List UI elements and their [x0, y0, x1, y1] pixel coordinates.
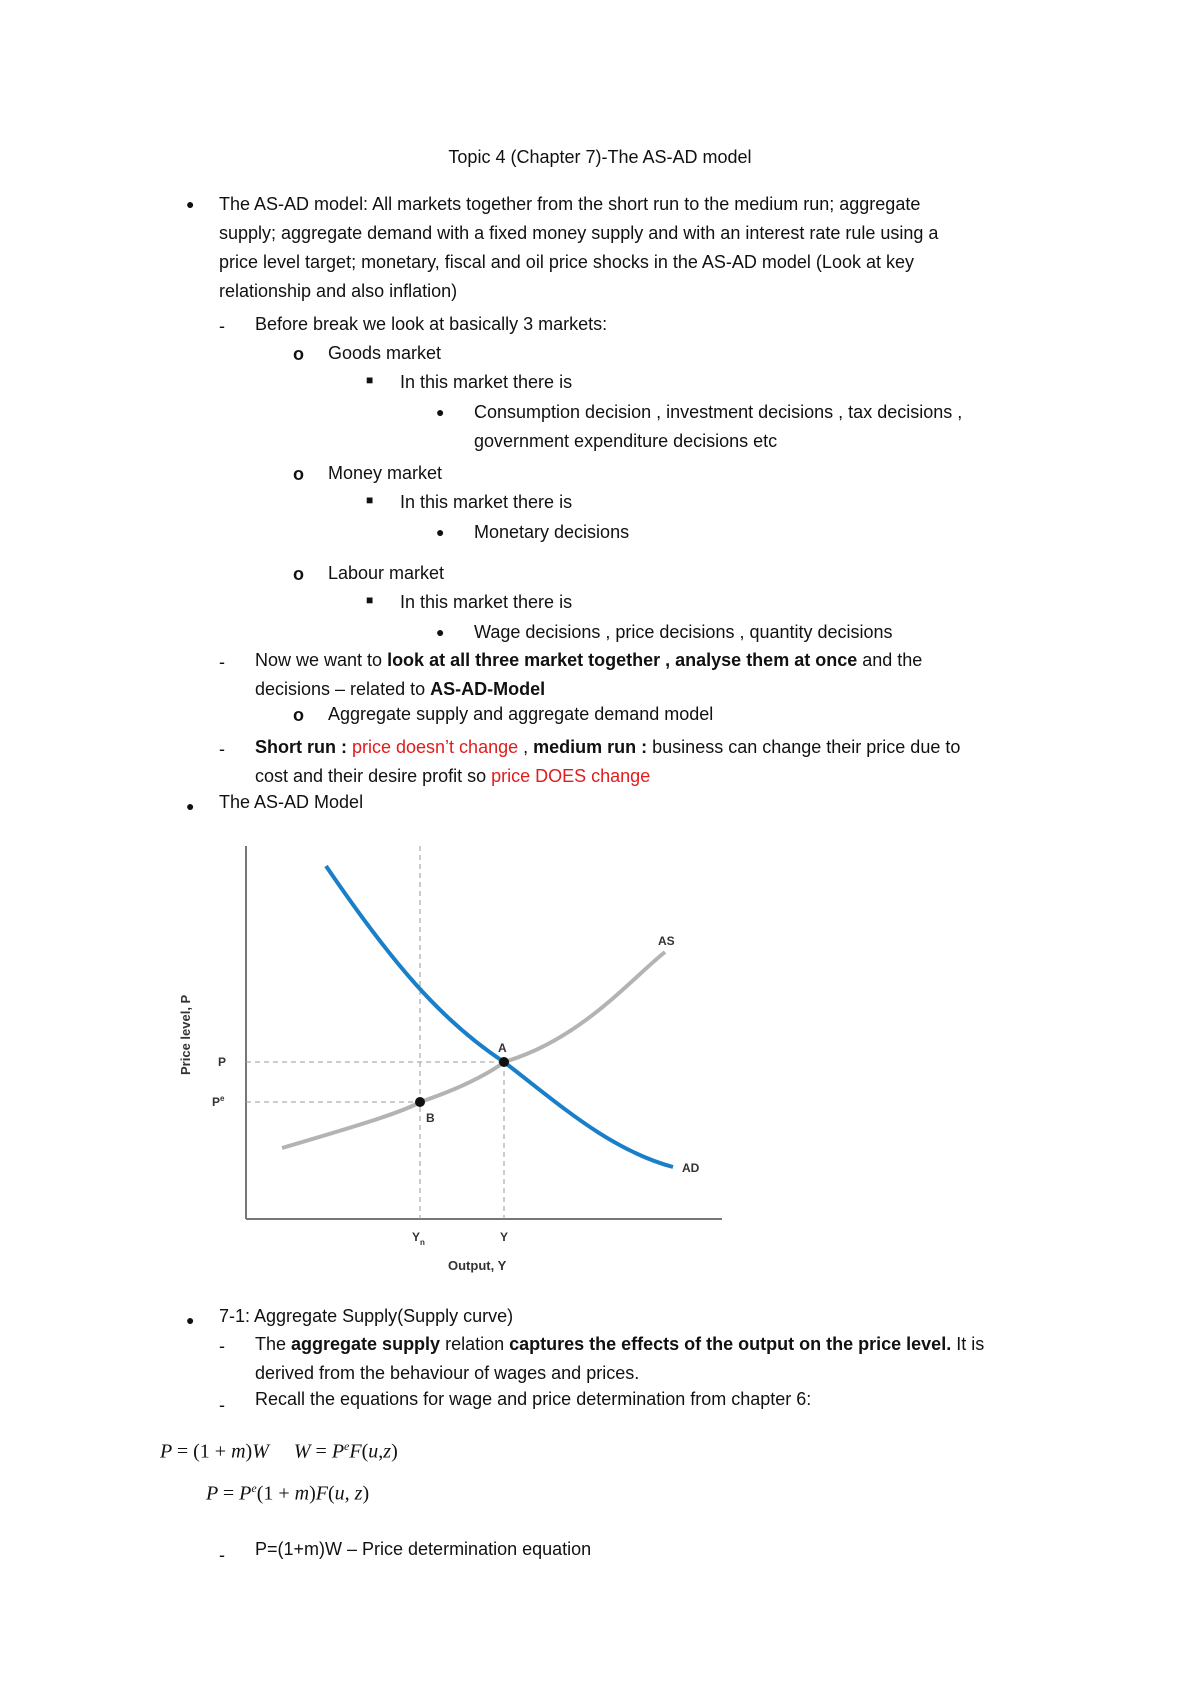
text-run-red: price DOES change — [491, 766, 651, 786]
labour-item: Wage decisions , price decisions , quantity decisions — [474, 622, 893, 642]
money-market-label: Money market — [328, 463, 443, 483]
point-a — [499, 1057, 509, 1067]
square-marker: ■ — [366, 373, 374, 387]
text-run: Now we want to — [255, 650, 388, 670]
bullet-dot: ● — [186, 798, 195, 814]
line: supply; aggregate demand with a fixed money supply and with an interest rate rule using a — [219, 223, 939, 243]
line — [255, 733, 960, 762]
bullet-dot: ● — [436, 624, 445, 640]
text-run-bold: aggregate supply — [291, 1334, 441, 1354]
x-tick-y: Y — [500, 1230, 509, 1244]
x-tick-yn: $Y_n$ — [412, 1230, 425, 1247]
text-run-bold: Short run : — [255, 737, 347, 757]
line: Consumption decision , investment decisions , tax decisions , — [474, 402, 963, 422]
bullet-dot: ● — [186, 196, 195, 212]
o-marker: o — [293, 464, 304, 484]
bullet-text-ad-as-model — [219, 190, 938, 306]
line: relationship and also inflation) — [219, 281, 458, 301]
bullet-dot: ● — [186, 1312, 195, 1328]
dash-text-all-markets — [255, 646, 922, 704]
dash-marker: - — [219, 1336, 225, 1356]
y-tick-p: P — [218, 1055, 227, 1069]
text-run-bold: AS-AD-Model — [430, 679, 546, 699]
bullet-dot: ● — [436, 404, 445, 420]
line — [255, 762, 960, 791]
as-label: AS — [658, 934, 675, 948]
text-run: It is — [951, 1334, 985, 1354]
y-axis-label: Price level, P — [178, 994, 193, 1075]
goods-sub: In this market there is — [400, 372, 573, 392]
text-run: and the — [857, 650, 923, 670]
equation-line-1: P = (1 + m)W $W = P^eF(u,z)$ — [160, 1439, 398, 1463]
text-run: decisions – related to — [255, 679, 431, 699]
as-ad-chart — [160, 830, 730, 1280]
dash-sub-asad: Aggregate supply and aggregate demand model — [328, 704, 714, 724]
bullet-text-model: The AS-AD Model — [219, 792, 364, 812]
ad-label: AD — [682, 1161, 700, 1175]
line: price level target; monetary, fiscal and oil price shocks in the AS-AD model (Look at key — [219, 252, 914, 272]
dash-text-recall: Recall the equations for wage and price determination from chapter 6: — [255, 1389, 812, 1409]
dash-marker: - — [219, 1395, 225, 1415]
point-b — [415, 1097, 425, 1107]
line — [255, 646, 922, 675]
text-run: cost and their desire profit so — [255, 766, 492, 786]
text-run: , — [518, 737, 534, 757]
bullet-dot: ● — [436, 524, 445, 540]
line: derived from the behaviour of wages and prices. — [255, 1363, 640, 1383]
line — [255, 1330, 984, 1359]
text-run-bold: captures the effects of the output on the price level. — [509, 1334, 952, 1354]
o-marker: o — [293, 564, 304, 584]
goods-market-label: Goods market — [328, 343, 442, 363]
line: The AS-AD model: All markets together from the short run to the medium run; aggregate — [219, 194, 921, 214]
text-run-bold: medium run : — [533, 737, 648, 757]
dash-text-as-relation — [255, 1330, 984, 1388]
bullet-text-aggregate-supply: 7-1: Aggregate Supply(Supply curve) — [219, 1306, 514, 1326]
as-curve — [282, 952, 665, 1148]
page-title: Topic 4 (Chapter 7)-The AS-AD model — [448, 147, 752, 167]
dash-text-price-determination: P=(1+m)W – Price determination equation — [255, 1539, 592, 1559]
dash-marker: - — [219, 739, 225, 759]
square-marker: ■ — [366, 593, 374, 607]
labour-sub: In this market there is — [400, 592, 573, 612]
goods-item — [474, 398, 962, 456]
point-a-label: A — [498, 1041, 507, 1055]
line: government expenditure decisions etc — [474, 431, 778, 451]
text-run: The — [255, 1334, 292, 1354]
text-run-red: price doesn’t change — [347, 737, 519, 757]
text-run: relation — [440, 1334, 510, 1354]
line — [255, 675, 922, 704]
square-marker: ■ — [366, 493, 374, 507]
x-axis-label: Output, Y — [448, 1258, 507, 1273]
dash-marker: - — [219, 316, 225, 336]
dash-marker: - — [219, 652, 225, 672]
money-sub: In this market there is — [400, 492, 573, 512]
o-marker: o — [293, 705, 304, 725]
y-tick-pe: $P^e$ — [212, 1094, 225, 1109]
money-item: Monetary decisions — [474, 522, 630, 542]
labour-market-label: Labour market — [328, 563, 445, 583]
dash-text-before-break: Before break we look at basically 3 markets: — [255, 314, 608, 334]
o-marker: o — [293, 344, 304, 364]
point-b-label: B — [426, 1111, 435, 1125]
text-run-bold: look at all three market together , analyse them at once — [387, 650, 858, 670]
ad-curve — [326, 866, 673, 1167]
dash-marker: - — [219, 1545, 225, 1565]
equation-line-2: $P = P^e(1 + m)F(u$, z) — [206, 1481, 370, 1505]
text-run: business can change their price due to — [647, 737, 961, 757]
dash-text-short-run — [255, 733, 960, 791]
